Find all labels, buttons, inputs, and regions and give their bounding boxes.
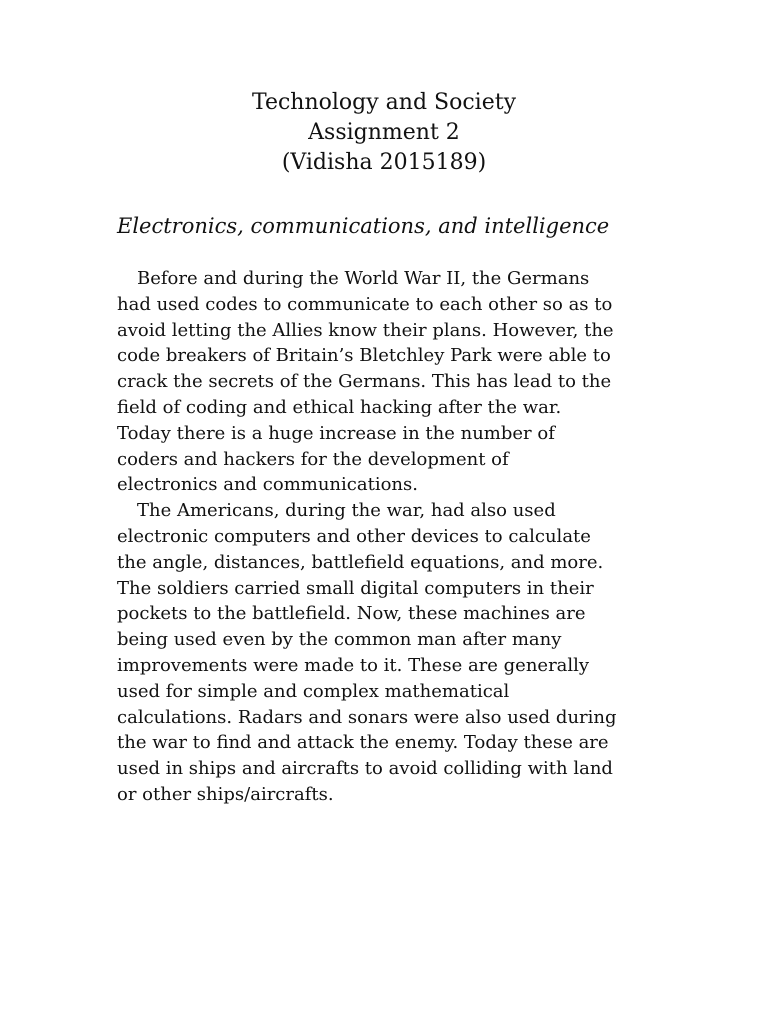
paragraph-1-line: code breakers of Britain’s Bletchley Park were able to — [117, 345, 611, 367]
paragraph-2-line: or other ships/aircrafts. — [117, 783, 334, 805]
paragraph-2-line: the war to find and attack the enemy. Today these are — [117, 732, 609, 754]
paragraph-1-line: coders and hackers for the development of — [117, 448, 509, 470]
paragraph-2-line: used for simple and complex mathematical — [117, 680, 510, 702]
paragraph-2-line: the angle, distances, battlefield equations, and more. — [117, 551, 604, 573]
paragraph-1-line: Today there is a huge increase in the number of — [117, 422, 555, 444]
paragraph-1-line: Before and during the World War II, the Germans — [137, 268, 590, 289]
paragraph-1-line: electronics and communications. — [117, 474, 418, 496]
paragraph-2-line: used in ships and aircrafts to avoid colliding with land — [117, 758, 613, 780]
paragraph-2-line: calculations. Radars and sonars were also used during — [117, 706, 617, 728]
paragraph-2-line: pockets to the battlefield. Now, these machines are — [117, 603, 586, 625]
paragraph-1-line: field of coding and ethical hacking after the war. — [117, 396, 562, 418]
title-line-assignment: Assignment 2 — [308, 120, 460, 145]
paragraph-1-line: had used codes to communicate to each other so as to — [117, 293, 613, 315]
paragraph-2-line: The soldiers carried small digital computers in their — [117, 577, 594, 599]
document-body — [117, 266, 677, 808]
paragraph-1-line: crack the secrets of the Germans. This has lead to the — [117, 371, 612, 393]
paragraph-2-line: being used even by the common man after many — [117, 629, 562, 651]
title-line-author: (Vidisha 2015189) — [281, 150, 487, 175]
title-line-course: Technology and Society — [252, 90, 516, 115]
paragraph-2-line: The Americans, during the war, had also used — [137, 500, 556, 522]
paragraph-2-line: improvements were made to it. These are generally — [117, 654, 590, 676]
paragraph-2-line: electronic computers and other devices to calculate — [117, 525, 591, 547]
paragraph-1-line: avoid letting the Allies know their plans. However, the — [117, 319, 614, 341]
document-title — [0, 88, 768, 178]
section-heading: Electronics, communications, and intelligence — [117, 214, 610, 238]
